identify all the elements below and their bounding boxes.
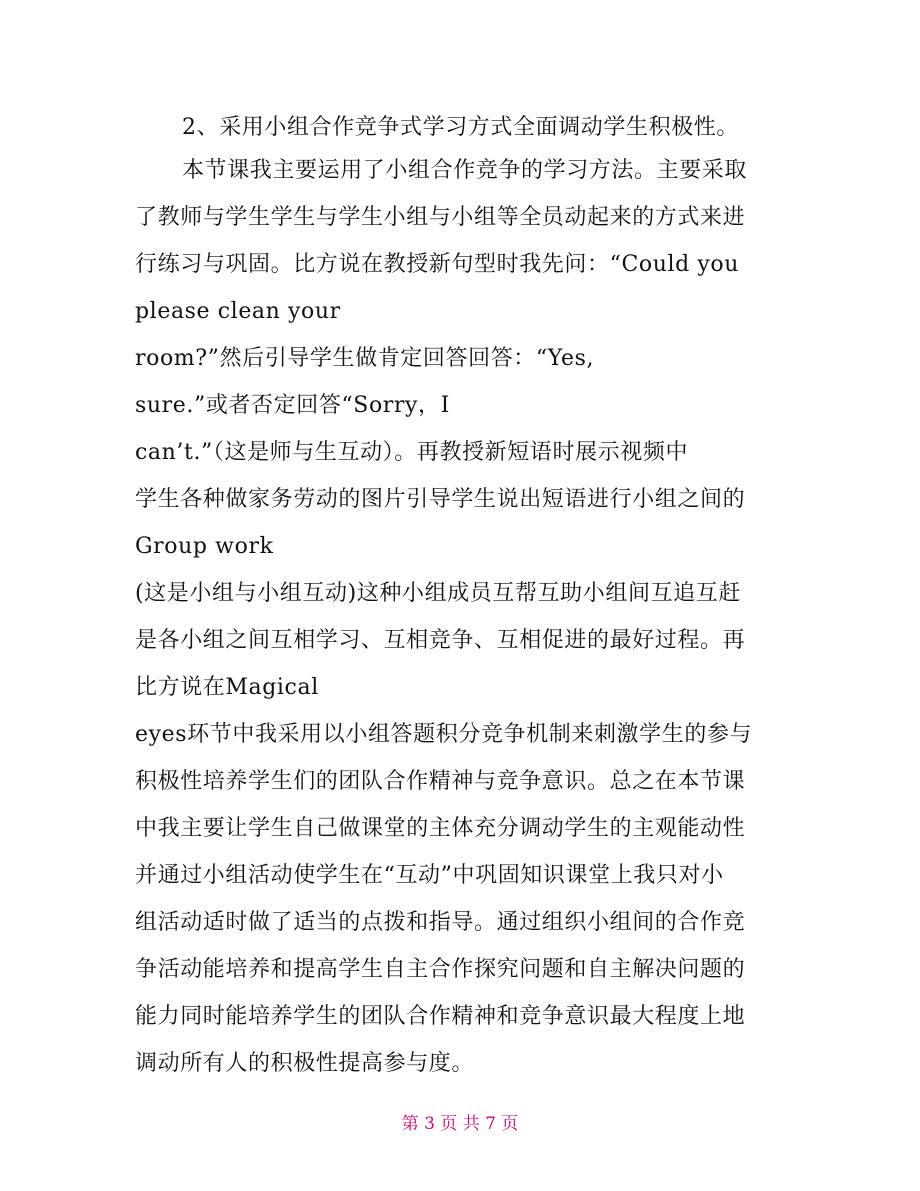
text-line: sure.”或者否定回答“Sorry，I <box>135 393 450 418</box>
text-line: please clean your <box>135 299 341 324</box>
text-line: 是各小组之间互相学习、互相竞争、互相促进的最好过程。再 <box>135 628 746 653</box>
text-line: eyes环节中我采用以小组答题积分竞争机制来刺激学生的参与 <box>135 722 753 747</box>
page-footer: 第 3 页 共 7 页 <box>401 1114 519 1134</box>
text-line: 比方说在Magical <box>135 675 319 700</box>
text-line: (这是小组与小组互动)这种小组成员互帮互助小组间互追互赶 <box>135 581 741 606</box>
text-line: 能力同时能培养学生的团队合作精神和竞争意识最大程度上地 <box>135 1004 746 1029</box>
text-line: 了教师与学生学生与学生小组与小组等全员动起来的方式来进 <box>135 205 746 230</box>
text-line: can’t.”（这是师与生互动）。再教授新短语时展示视频中 <box>135 440 689 465</box>
text-line: 本节课我主要运用了小组合作竞争的学习方法。主要采取 <box>182 158 748 183</box>
text-line: Group work <box>135 534 274 559</box>
text-line: 争活动能培养和提高学生自主合作探究问题和自主解决问题的 <box>135 957 746 982</box>
text-line: 并通过小组活动使学生在“互动”中巩固知识课堂上我只对小 <box>135 863 724 888</box>
text-line: 行练习与巩固。比方说在教授新句型时我先问：“Could you <box>135 252 740 277</box>
text-line: 2、采用小组合作竞争式学习方式全面调动学生积极性。 <box>182 115 739 140</box>
text-line: 调动所有人的积极性提高参与度。 <box>135 1051 475 1076</box>
text-line: 积极性培养学生们的团队合作精神与竞争意识。总之在本节课 <box>135 769 746 794</box>
text-line: 学生各种做家务劳动的图片引导学生说出短语进行小组之间的 <box>135 487 746 512</box>
text-line: room?”然后引导学生做肯定回答回答：“Yes, <box>135 346 595 371</box>
text-line: 中我主要让学生自己做课堂的主体充分调动学生的主观能动性 <box>135 816 746 841</box>
text-line: 组活动适时做了适当的点拨和指导。通过组织小组间的合作竞 <box>135 910 746 935</box>
